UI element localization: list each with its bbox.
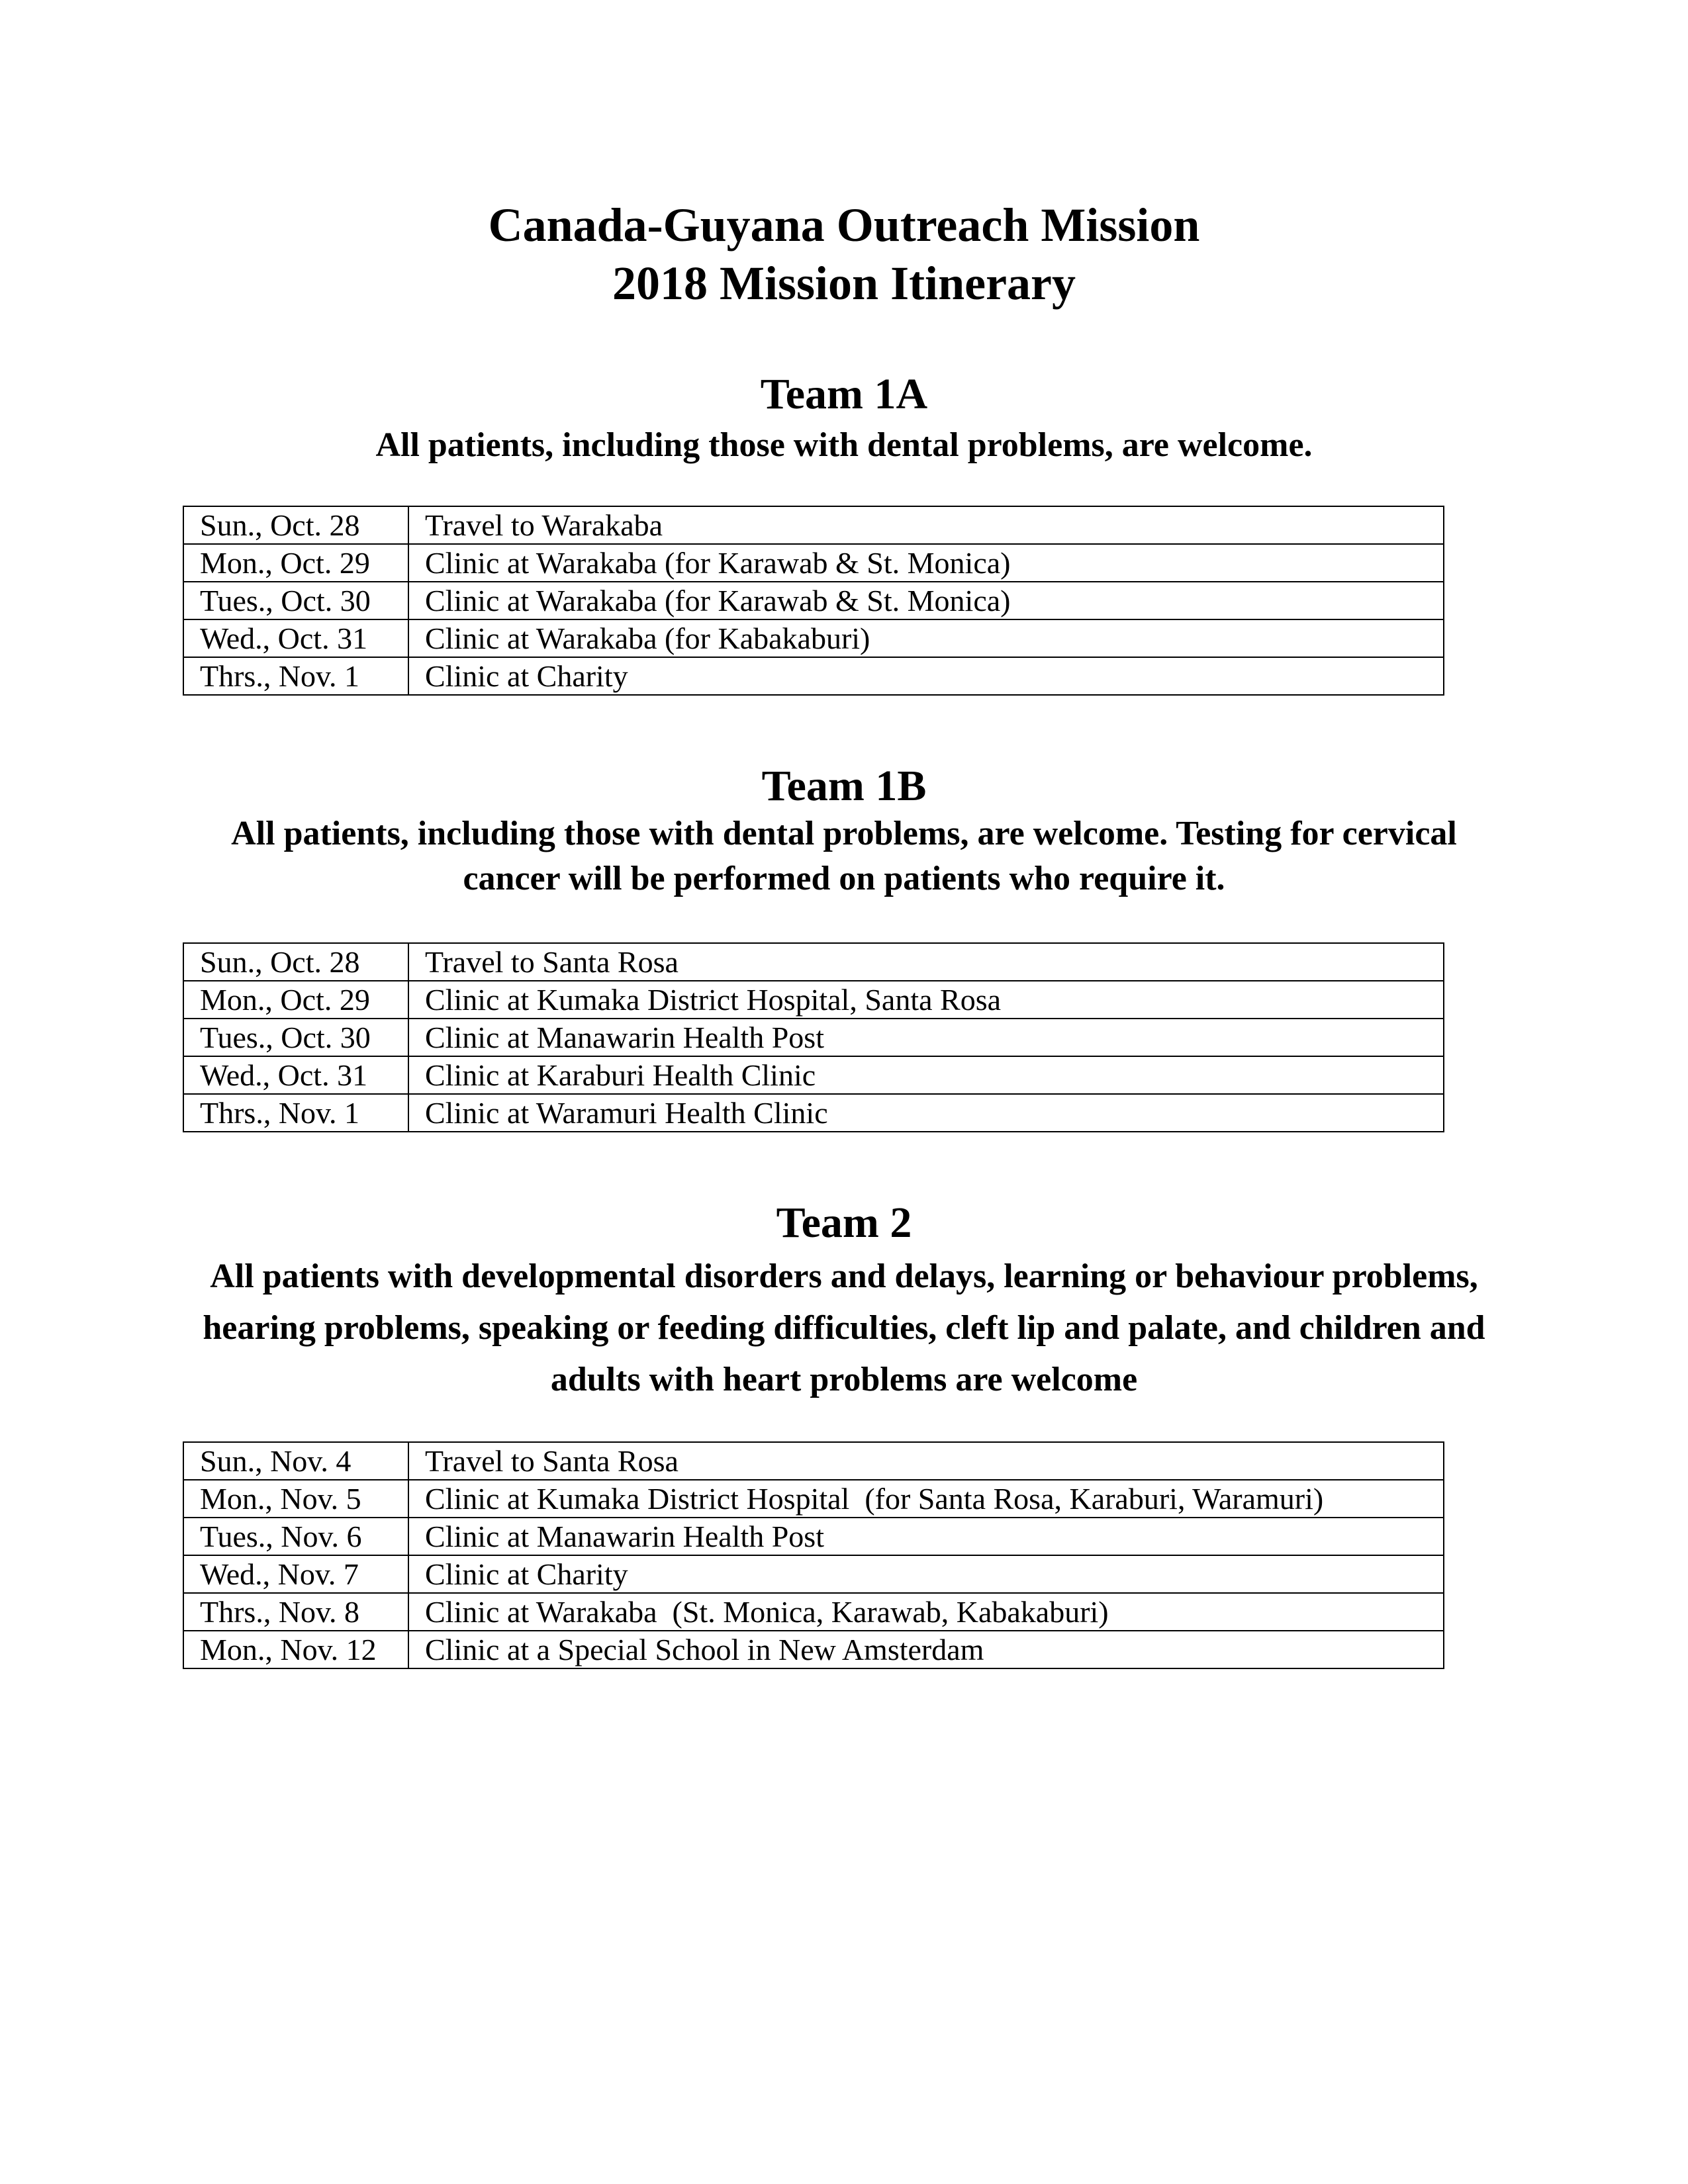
schedule-date: Mon., Oct. 29 <box>183 544 408 582</box>
team-1b-description: All patients, including those with dental problems, are welcome. Testing for cervical cancer will be performed on patients who require it. <box>231 815 1457 897</box>
schedule-date: Thrs., Nov. 1 <box>183 657 408 695</box>
schedule-date: Sun., Nov. 4 <box>183 1442 408 1480</box>
team-1b-schedule-table <box>183 942 1444 1132</box>
schedule-activity: Clinic at a Special School in New Amsterdam <box>408 1631 1444 1668</box>
schedule-activity: Clinic at Warakaba (St. Monica, Karawab, Kabakaburi) <box>408 1593 1444 1631</box>
table-row <box>183 943 1444 981</box>
document-title: Canada-Guyana Outreach Mission <box>488 199 1200 251</box>
schedule-activity: Clinic at Manawarin Health Post <box>408 1518 1444 1555</box>
team-2-description: All patients with developmental disorders and delays, learning or behaviour problems, hearing problems, speaking or feeding difficulties, cleft lip and palate, and children and adults with heart problems are welcome <box>203 1257 1485 1398</box>
table-row <box>183 506 1444 544</box>
document-subtitle: 2018 Mission Itinerary <box>612 257 1076 310</box>
schedule-date: Mon., Nov. 5 <box>183 1480 408 1518</box>
schedule-date: Mon., Oct. 29 <box>183 981 408 1019</box>
schedule-date: Thrs., Nov. 1 <box>183 1094 408 1132</box>
table-row <box>183 1480 1444 1518</box>
team-1a-schedule-table <box>183 506 1444 696</box>
table-row <box>183 619 1444 657</box>
schedule-date: Mon., Nov. 12 <box>183 1631 408 1668</box>
table-row <box>183 657 1444 695</box>
schedule-activity: Travel to Santa Rosa <box>408 1442 1444 1480</box>
schedule-date: Wed., Oct. 31 <box>183 619 408 657</box>
schedule-activity: Clinic at Warakaba (for Karawab & St. Monica) <box>408 582 1444 619</box>
table-row <box>183 1518 1444 1555</box>
table-row <box>183 981 1444 1019</box>
schedule-activity: Travel to Warakaba <box>408 506 1444 544</box>
schedule-date: Tues., Oct. 30 <box>183 1019 408 1056</box>
schedule-activity: Clinic at Warakaba (for Karawab & St. Monica) <box>408 544 1444 582</box>
schedule-date: Sun., Oct. 28 <box>183 506 408 544</box>
table-row <box>183 1555 1444 1593</box>
table-row <box>183 1056 1444 1094</box>
schedule-activity: Clinic at Karaburi Health Clinic <box>408 1056 1444 1094</box>
schedule-activity: Travel to Santa Rosa <box>408 943 1444 981</box>
schedule-activity: Clinic at Kumaka District Hospital (for Santa Rosa, Karaburi, Waramuri) <box>408 1480 1444 1518</box>
schedule-date: Tues., Oct. 30 <box>183 582 408 619</box>
team-2-schedule-table <box>183 1441 1444 1669</box>
team-2-heading: Team 2 <box>776 1199 912 1247</box>
team-1a-description: All patients, including those with dental problems, are welcome. <box>375 426 1313 464</box>
team-1a-heading: Team 1A <box>760 370 928 418</box>
schedule-activity: Clinic at Waramuri Health Clinic <box>408 1094 1444 1132</box>
table-row <box>183 544 1444 582</box>
schedule-date: Sun., Oct. 28 <box>183 943 408 981</box>
table-row <box>183 582 1444 619</box>
table-row <box>183 1019 1444 1056</box>
table-row <box>183 1631 1444 1668</box>
schedule-date: Wed., Oct. 31 <box>183 1056 408 1094</box>
schedule-activity: Clinic at Kumaka District Hospital, Santa Rosa <box>408 981 1444 1019</box>
schedule-date: Wed., Nov. 7 <box>183 1555 408 1593</box>
schedule-date: Tues., Nov. 6 <box>183 1518 408 1555</box>
schedule-date: Thrs., Nov. 8 <box>183 1593 408 1631</box>
table-row <box>183 1442 1444 1480</box>
table-row <box>183 1094 1444 1132</box>
schedule-activity: Clinic at Charity <box>408 1555 1444 1593</box>
table-row <box>183 1593 1444 1631</box>
schedule-activity: Clinic at Warakaba (for Kabakaburi) <box>408 619 1444 657</box>
schedule-activity: Clinic at Charity <box>408 657 1444 695</box>
team-1b-heading: Team 1B <box>761 762 927 810</box>
schedule-activity: Clinic at Manawarin Health Post <box>408 1019 1444 1056</box>
